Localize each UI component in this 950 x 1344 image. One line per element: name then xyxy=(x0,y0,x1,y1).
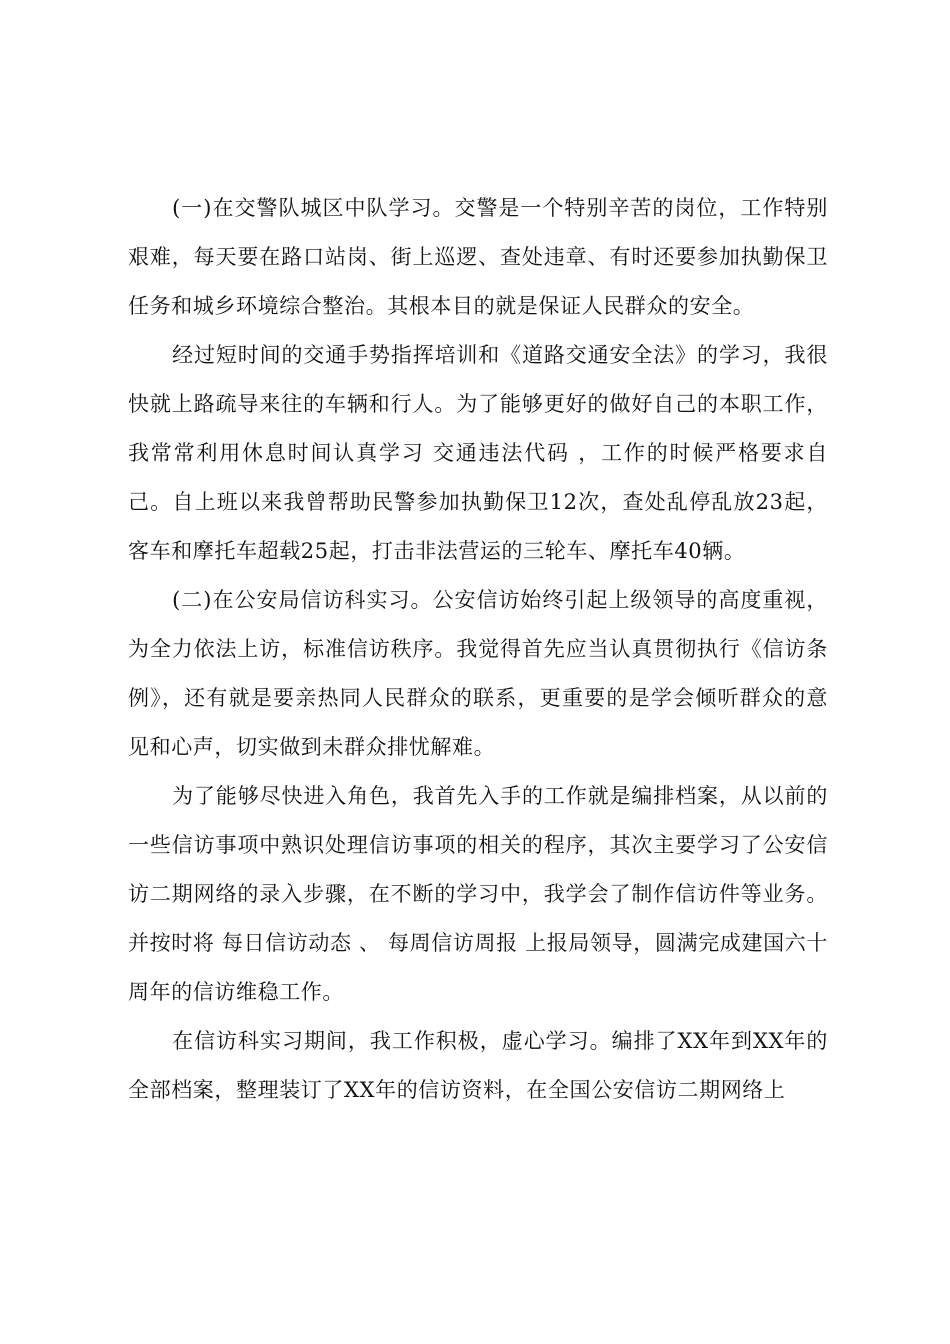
paragraph-traffic-training: 经过短时间的交通手势指挥培训和《道路交通安全法》的学习，我很快就上路疏导来往的车辆和行人。为了能够更好的做好自己的本职工作，我常常利用休息时间认真学习 交通违法代码 ，工作的时候严格要求自己。自上班以来我曾帮助民警参加执勤保卫12次，查处乱停乱放23起，客车和摩托车超载25起，打击非法营运的三轮车、摩托车40辆。 xyxy=(128,343,828,563)
paragraph-petition-office-intern: (二)在公安局信访科实习。公安信访始终引起上级领导的高度重视，为全力依法上访，标准信访秩序。我觉得首先应当认真贯彻执行《信访条例》，还有就是要亲热同人民群众的联系，更重要的是学会倾听群众的意见和心声，切实做到未群众排忧解难。 xyxy=(128,588,828,759)
paragraph-traffic-police-study: (一)在交警队城区中队学习。交警是一个特别辛苦的岗位，工作特别艰难，每天要在路口站岗、街上巡逻、查处违章、有时还要参加执勤保卫任务和城乡环境综合整治。其根本目的就是保证人民群众的安全。 xyxy=(128,196,828,318)
paragraph-petition-period: 在信访科实习期间，我工作积极，虚心学习。编排了XX年到XX年的全部档案，整理装订了XX年的信访资料，在全国公安信访二期网络上 xyxy=(128,1029,828,1102)
paragraph-archive-work: 为了能够尽快进入角色，我首先入手的工作就是编排档案，从以前的一些信访事项中熟识处理信访事项的相关的程序，其次主要学习了公安信访二期网络的录入步骤，在不断的学习中，我学会了制作信访件等业务。并按时将 每日信访动态 、 每周信访周报 上报局领导，圆满完成建国六十周年的信访维稳工作。 xyxy=(128,784,828,1004)
document-body xyxy=(128,184,828,1115)
